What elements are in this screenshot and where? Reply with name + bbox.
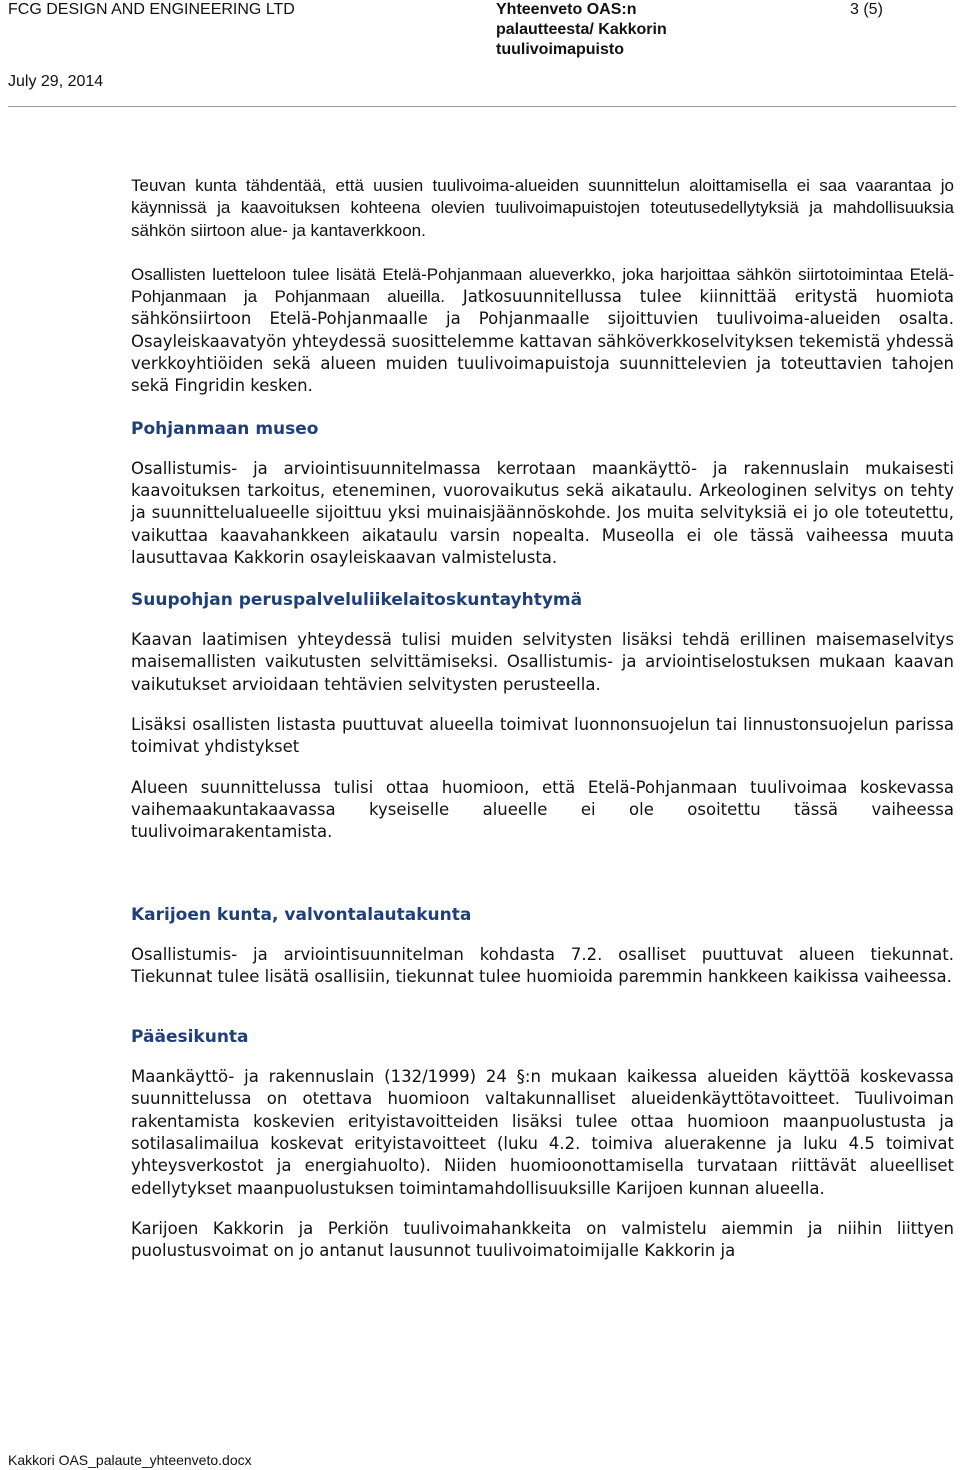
alueverkko-text: Osallisten luetteloon tulee lisätä Etelä-Pohjanmaan alueverkko, joka harjoittaa sähkön siirtotoimintaa Etelä-Pohjanmaan ja Pohjanmaan alueilla. [131, 264, 954, 307]
document-title-line-1: Yhteenveto OAS:n [496, 1, 637, 18]
document-body [131, 175, 954, 1263]
page-number: 3 (5) [850, 1, 883, 18]
sahkonsiirto-text: Jatkosuunnitellussa tulee kiinnittää eritystä huomiota sähkönsiirtoon Etelä-Pohjanmaalle ja Pohjanmaalle sijoittuvien tuulivoima-alueiden osalta. Osayleiskaavatyön yhteydessä suosittelemme kattavan sähköverkkoselvityksen tekemistä yhdessä verkkoyhtiöiden sekä alueen muiden tuulivoimapuistoja suunnittelevien ja toteuttavien tahojen sekä Fingridin kesken. [131, 287, 954, 396]
section-heading-museo: Pohjanmaan museo [131, 418, 319, 439]
page-header [0, 0, 960, 110]
document-title [496, 0, 756, 60]
paaesikunta-paragraph-2: Karijoen Kakkorin ja Perkiön tuulivoimahankkeita on valmistelu aiemmin ja niihin liittyen puolustusvoimat on jo antanut lausunnot tuulivoimatoimijalle Kakkorin ja [131, 1218, 954, 1261]
suupohja-paragraph-3: Alueen suunnittelussa tulisi ottaa huomioon, että Etelä-Pohjanmaan tuulivoimaa koskevassa vaihemaakuntakaavassa kyseiselle alueelle ei ole osoitettu tässä vaiheessa tuulivoimarakentamista. [131, 777, 954, 842]
document-title-line-3: tuulivoimapuisto [496, 41, 624, 58]
footer-filename: Kakkori OAS_palaute_yhteenveto.docx [8, 1452, 252, 1468]
section-heading-karijoki: Karijoen kunta, valvontalautakunta [131, 904, 472, 925]
karijoki-paragraph: Osallistumis- ja arviointisuunnitelman kohdasta 7.2. osalliset puuttuvat alueen tiekunnat. Tiekunnat tulee lisätä osallisiin, tiekunnat tulee huomioida paremmin hankkeen kaikissa vaiheessa. [131, 944, 954, 986]
header-divider [8, 106, 956, 107]
paaesikunta-paragraph-1: Maankäyttö- ja rakennuslain (132/1999) 24 §:n mukaan kaikessa alueiden käyttöä koskevassa suunnittelussa on otettava huomioon valtakunnalliset alueidenkäyttötavoitteet. Tuulivoiman rakentamista koskevien erityistavoitteiden lisäksi tulee ottaa huomioon maanpuolustusta ja sotilasalimailua koskevat erityistavoitteet (luku 4.2. toimiva aluerakenne ja luku 4.5 toimivat yhteysverkostot ja energiahuolto). Niiden huomioonottamisella turvataan riittävät alueelliset edellytykset maanpuolustuksen toimintamahdollisuuksille Karijoen kunnan alueella. [131, 1067, 954, 1198]
teuva-paragraph: Teuvan kunta tähdentää, että uusien tuulivoima-alueiden suunnittelun aloittamisella ei saa vaarantaa jo käynnissä ja kaavoituksen kohteena olevien tuulivoimapuistojen toteutusedellytyksiä ja mahdollisuuksia sähkön siirtoon alue- ja kantaverkkoon. [131, 176, 954, 240]
museo-paragraph: Osallistumis- ja arviointisuunnitelmassa kerrotaan maankäyttö- ja rakennuslain mukaisesti kaavoituksen tarkoitus, eteneminen, vuorovaikutus sekä aikataulu. Arkeologinen selvitys on tehty ja suunnittelualueelle sijoittuu yksi muinaisjäännöskohde. Jos muita selvityksiä ei jo ole toteutettu, vaikuttaa kaavahankkeen aikataulu varsin nopealta. Museolla ei ole tässä vaiheessa muuta lausuttavaa Kakkorin osayleiskaavan valmistelusta. [131, 458, 954, 567]
section-heading-suupohja: Suupohjan peruspalveluliikelaitoskuntayhtymä [131, 590, 583, 611]
company-name: FCG DESIGN AND ENGINEERING LTD [8, 1, 295, 18]
suupohja-paragraph-1: Kaavan laatimisen yhteydessä tulisi muiden selvitysten lisäksi tehdä erillinen maisemaselvitys maisemallisten vaikutusten selvittämiseksi. Osallistumis- ja arviointiselostuksen mukaan kaavan vaikutukset arvioidaan tehtävien selvitysten perusteella. [131, 630, 954, 694]
suupohja-paragraph-2: Lisäksi osallisten listasta puuttuvat alueella toimivat luonnonsuojelun tai linnustonsuojelun parissa toimivat yhdistykset [131, 715, 954, 757]
alueverkko-paragraph [131, 264, 954, 398]
section-heading-paaesikunta: Pääesikunta [131, 1027, 249, 1048]
document-date: July 29, 2014 [8, 73, 104, 90]
document-title-line-2: palautteesta/ Kakkorin [496, 21, 667, 38]
